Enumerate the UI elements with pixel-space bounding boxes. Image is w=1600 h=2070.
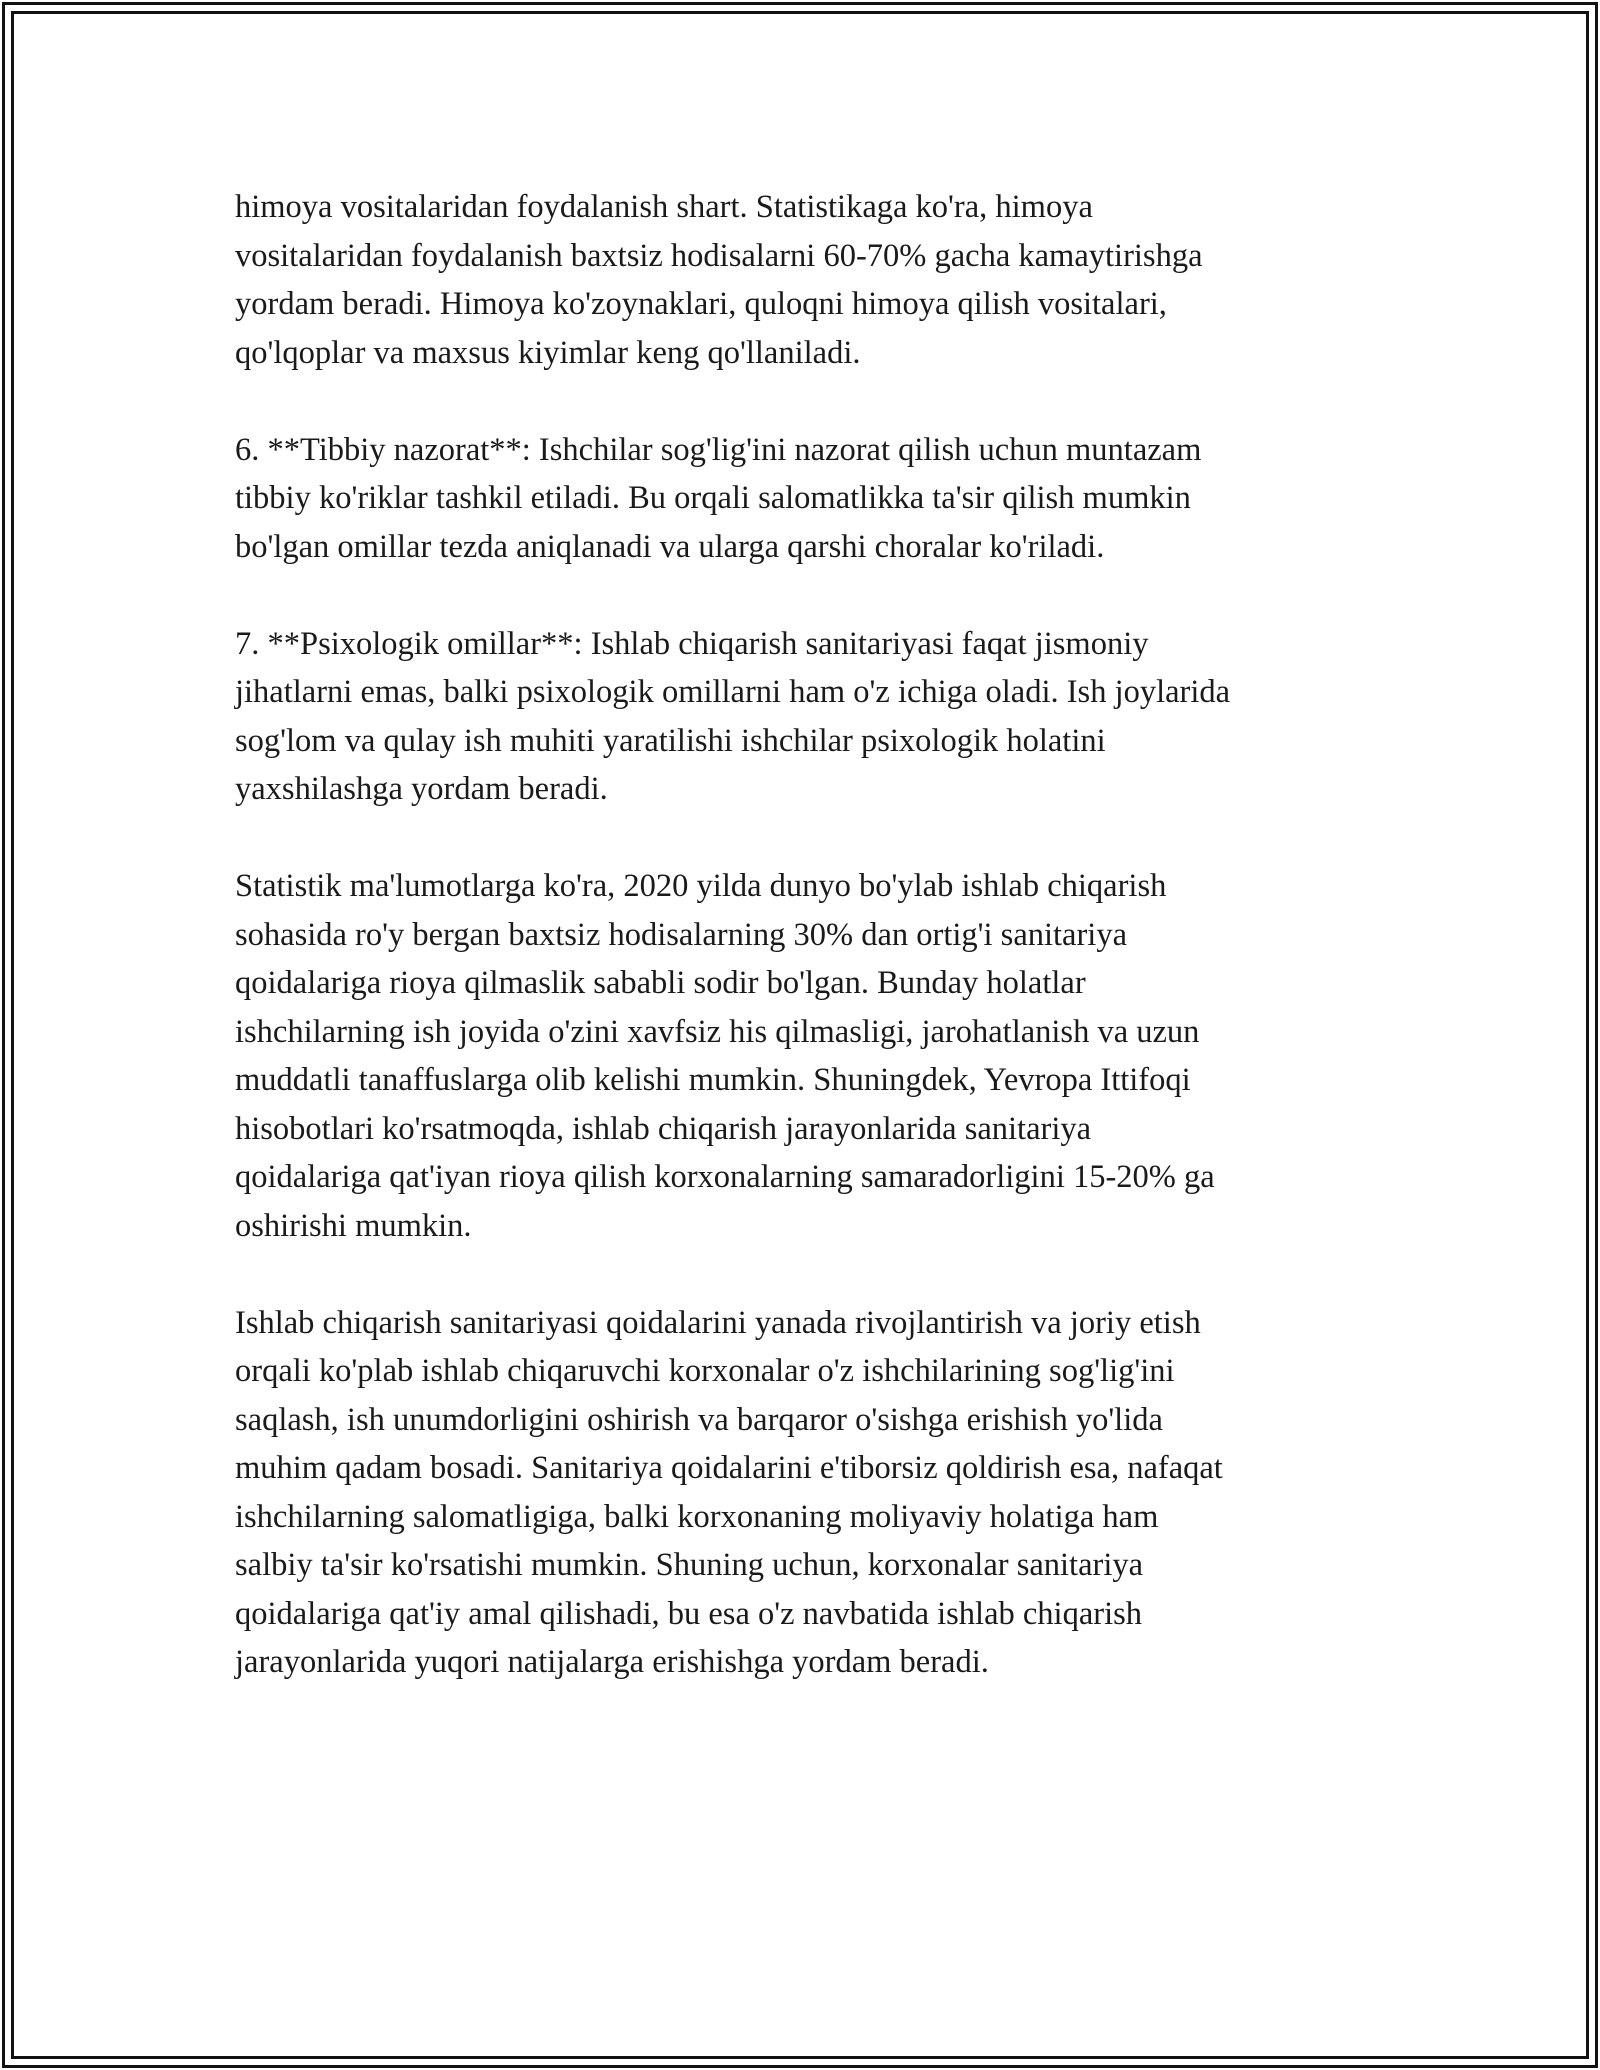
document-body	[235, 183, 1385, 1735]
paragraph-statistics: Statistik ma'lumotlarga ko'ra, 2020 yilda dunyo bo'ylab ishlab chiqarish sohasida ro'y bergan baxtsiz hodisalarning 30% dan ortig'i sanitariya qoidalariga rioya qilmaslik sababli sodir bo'lgan. Bunday holatlar ishchilarning ish joyida o'zini xavfsiz his qilmasligi, jarohatlanish va uzun muddatli tanaffuslarga olib kelishi mumkin. Shuningdek, Yevropa Ittifoqi hisobotlari ko'rsatmoqda, ishlab chiqarish jarayonlarida sanitariya qoidalariga qat'iyan rioya qilish korxonalarning samaradorligini 15-20% ga oshirishi mumkin.	[235, 868, 1215, 1244]
paragraph-medical-supervision: 6. **Tibbiy nazorat**: Ishchilar sog'lig'ini nazorat qilish uchun muntazam tibbiy ko'riklar tashkil etiladi. Bu orqali salomatlikka ta'sir qilish mumkin bo'lgan omillar tezda aniqlanadi va ularga qarshi choralar ko'riladi.	[235, 431, 1202, 565]
paragraph-protective-equipment: himoya vositalaridan foydalanish shart. Statistikaga ko'ra, himoya vositalaridan foydalanish baxtsiz hodisalarni 60-70% gacha kamaytirishga yordam beradi. Himoya ko'zoynaklari, quloqni himoya qilish vositalari, qo'lqoplar va maxsus kiyimlar keng qo'llaniladi.	[235, 189, 1203, 371]
paragraph-psychological-factors: 7. **Psixologik omillar**: Ishlab chiqarish sanitariyasi faqat jismoniy jihatlarni emas, balki psixologik omillarni ham o'z ichiga oladi. Ish joylarida sog'lom va qulay ish muhiti yaratilishi ishchilar psixologik holatini yaxshilashga yordam beradi.	[235, 625, 1231, 807]
paragraph-conclusion: Ishlab chiqarish sanitariyasi qoidalarini yanada rivojlantirish va joriy etish orqali ko'plab ishlab chiqaruvchi korxonalar o'z ishchilarining sog'lig'ini saqlash, ish unumdorligini oshirish va barqaror o'sishga erishish yo'lida muhim qadam bosadi. Sanitariya qoidalarini e'tiborsiz qoldirish esa, nafaqat ishchilarning salomatligiga, balki korxonaning moliyaviy holatiga ham salbiy ta'sir ko'rsatishi mumkin. Shuning uchun, korxonalar sanitariya qoidalariga qat'iy amal qilishadi, bu esa o'z navbatida ishlab chiqarish jarayonlarida yuqori natijalarga erishishga yordam beradi.	[235, 1304, 1223, 1680]
